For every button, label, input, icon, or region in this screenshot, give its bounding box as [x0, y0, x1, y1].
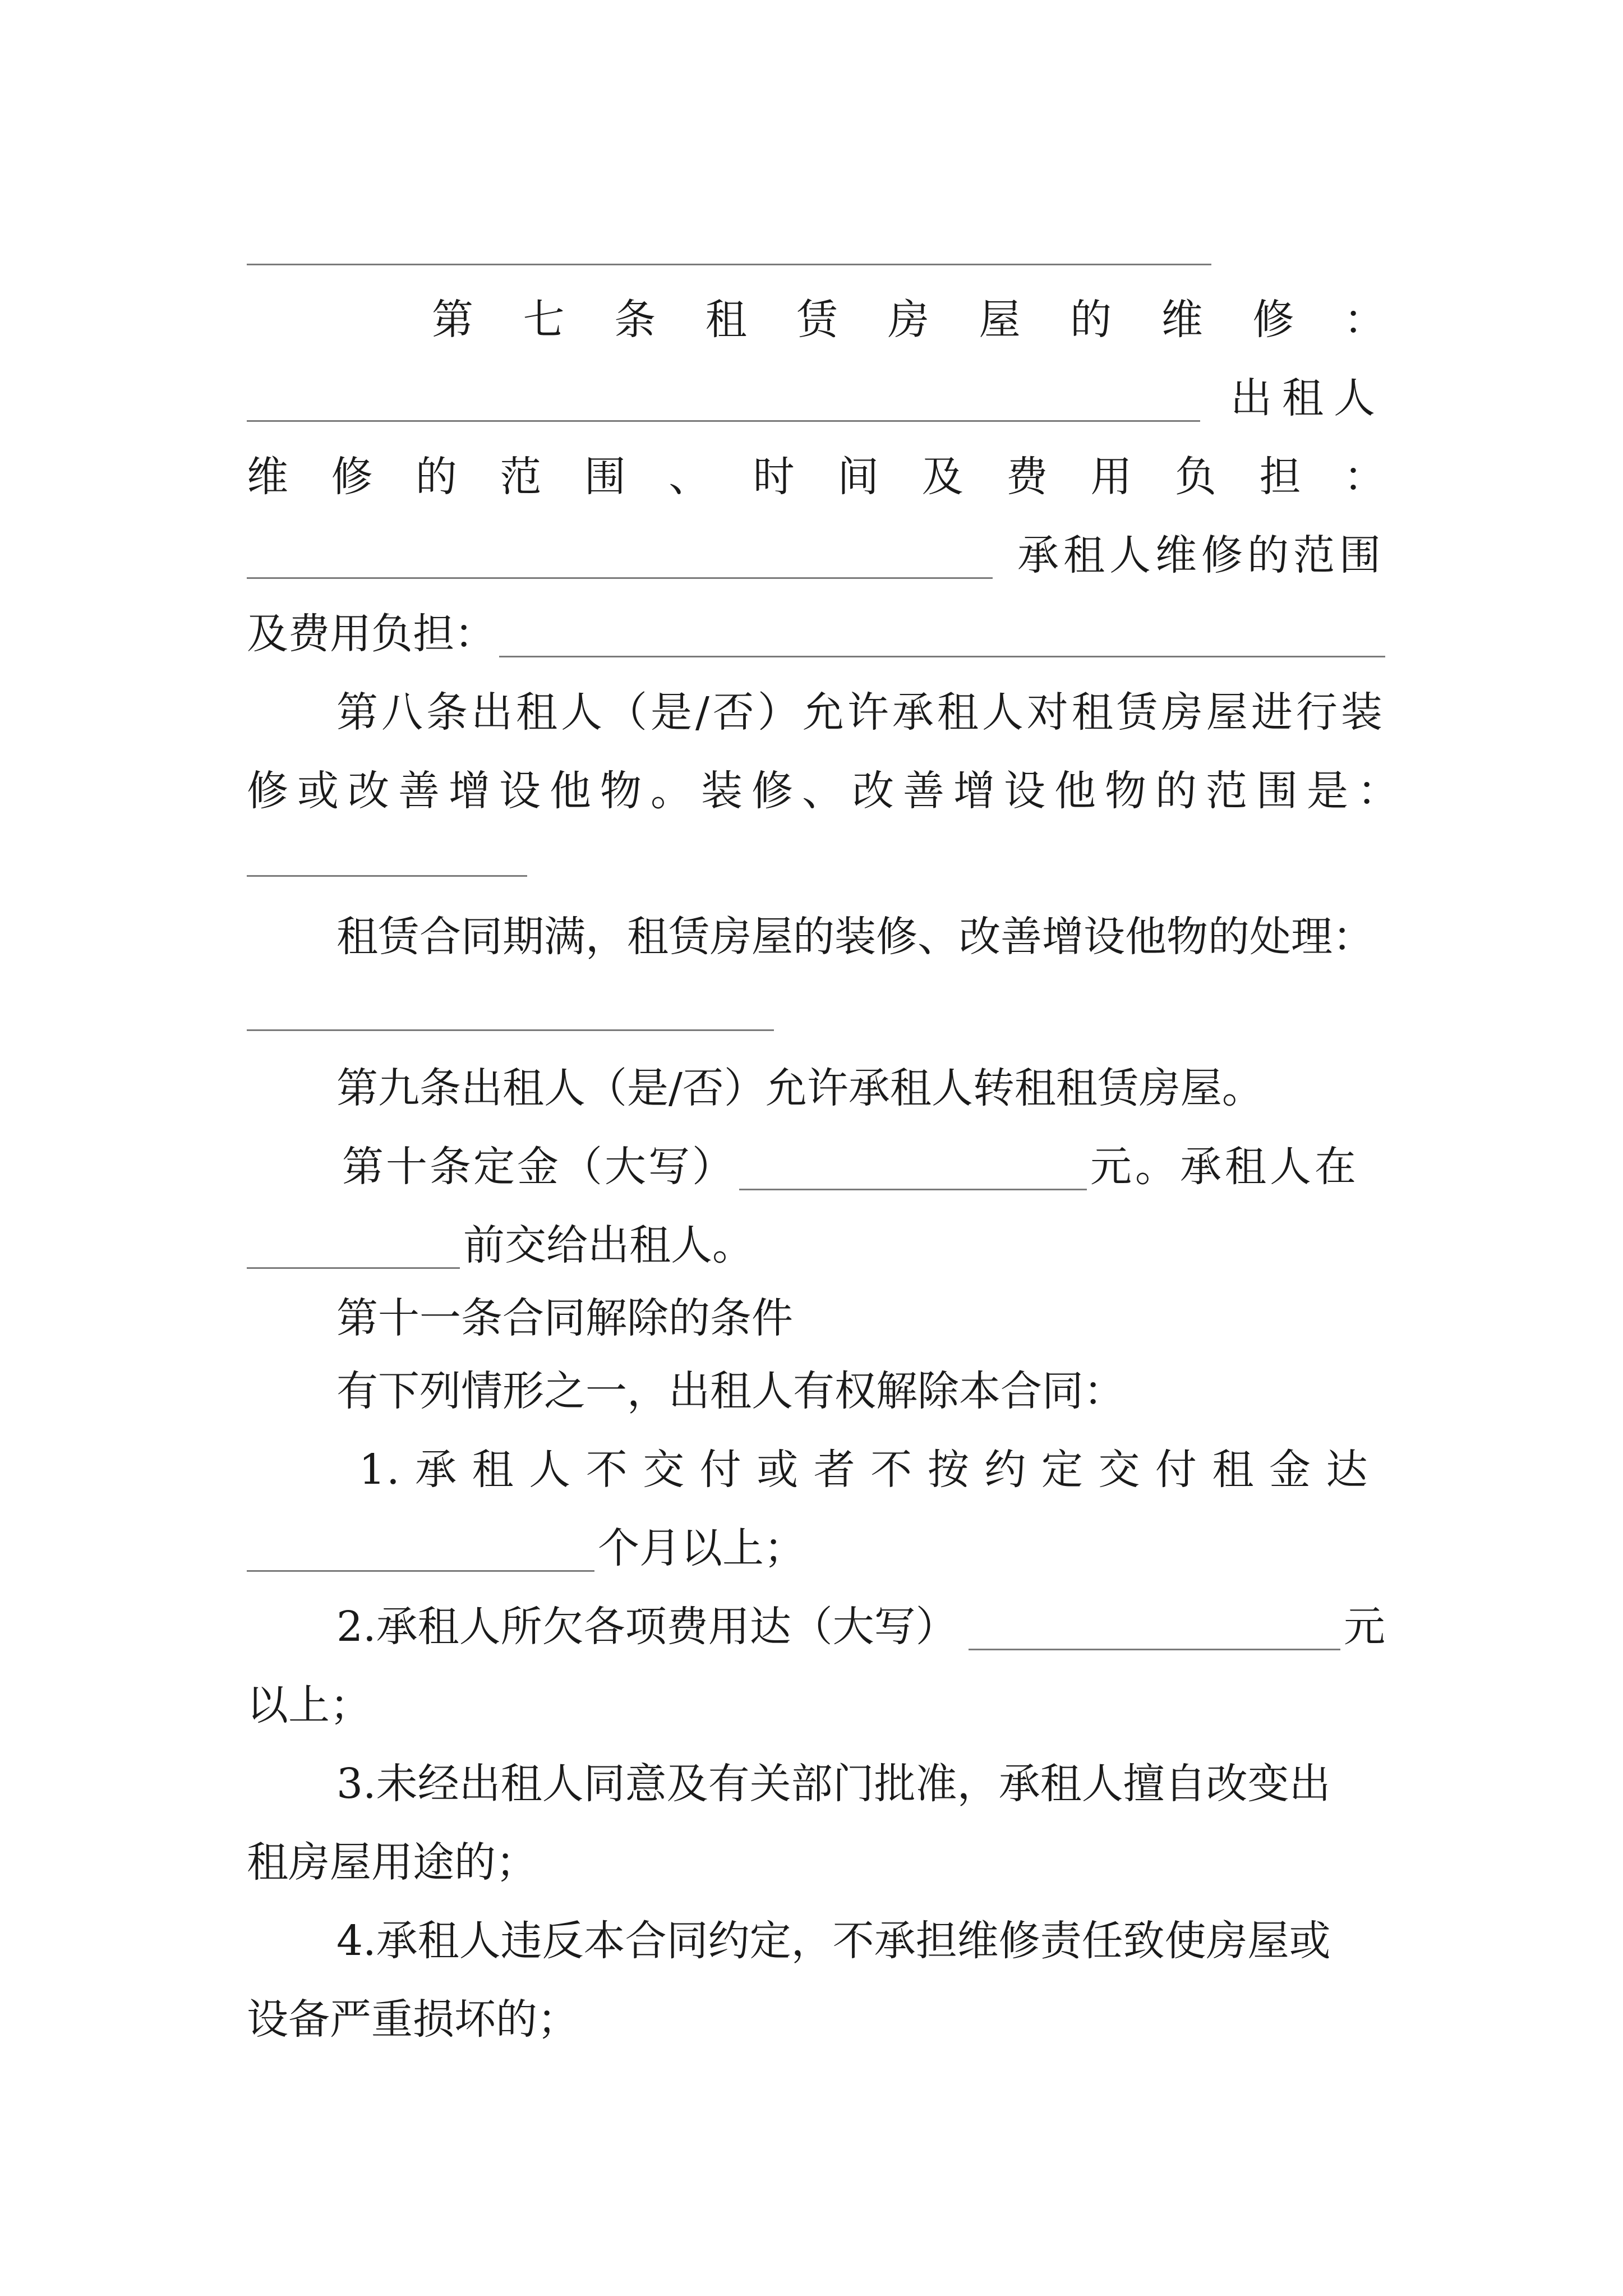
item-3-text: 租房屋用途的； [247, 1838, 537, 1887]
fill-blank-months[interactable] [247, 1529, 594, 1572]
char: 范 [500, 453, 542, 501]
char: 间 [837, 453, 879, 501]
char: ： [1343, 296, 1385, 344]
char: 的 [415, 453, 457, 501]
lessee-scope-label: 承租人维修的范围 [1017, 531, 1385, 579]
fill-blank[interactable] [247, 536, 993, 579]
char: 七 [523, 296, 565, 344]
item-1-line-1 [247, 1436, 1385, 1503]
item-1-line-2 [247, 1515, 1385, 1582]
article-8-text: 第八条出租人（是/否）允许承租人对租赁房屋进行装 [336, 688, 1386, 737]
char: 屋 [979, 296, 1021, 344]
item-3-line-2 [247, 1829, 1385, 1896]
char: 费 [1006, 453, 1048, 501]
article-10-suffix: 元。承租人在 [1090, 1143, 1359, 1191]
item-4-line-2 [247, 1986, 1385, 2053]
fill-blank[interactable] [247, 379, 1200, 422]
char: 时 [753, 453, 795, 501]
item-2-line-1 [247, 1593, 1385, 1660]
fill-blank[interactable] [499, 614, 1385, 657]
article-7-lessee-scope-line [247, 522, 1385, 589]
article-11-intro-line [247, 1358, 1385, 1425]
article-9-line [247, 1055, 1385, 1122]
char: 第 [432, 296, 473, 344]
article-8-line-2 [247, 757, 1408, 825]
item-2-text: 以上； [247, 1681, 371, 1729]
item-3-line-1 [247, 1750, 1385, 1818]
article-10-line-2 [247, 1212, 1385, 1279]
article-10-prefix: 第十条定金（大写） [342, 1143, 736, 1191]
char: 担 [1259, 453, 1301, 501]
item-3-text: 3.未经出租人同意及有关部门批准，承租人擅自改变出 [336, 1760, 1331, 1808]
fill-blank-top[interactable] [247, 264, 1211, 265]
article-7-lessor-line [247, 365, 1385, 432]
article-11-title: 第十一条合同解除的条件 [336, 1294, 793, 1342]
item-4-text: 4.承租人违反本合同约定，不承担维修责任致使房屋或 [336, 1917, 1331, 1965]
char: 维 [1161, 296, 1203, 344]
article-8-expire-line [247, 903, 1385, 970]
article-7-lessor-scope [247, 443, 1385, 510]
char: 修 [1252, 296, 1294, 344]
char: 用 [1090, 453, 1132, 501]
item-1-text: 1. 承 租 人 不 交 付 或 者 不 按 约 定 交 付 租 金 达 [359, 1446, 1369, 1494]
char: 维 [247, 453, 288, 501]
char: 的 [1070, 296, 1112, 344]
article-9-text: 第九条出租人（是/否）允许承租人转租租赁房屋。 [336, 1064, 1264, 1112]
char: 负 [1174, 453, 1216, 501]
fill-blank-fees[interactable] [969, 1607, 1340, 1650]
article-7-heading [247, 286, 1385, 353]
fill-blank-deposit[interactable] [739, 1147, 1087, 1190]
item-2-prefix: 2.承租人所欠各项费用达（大写） [336, 1603, 957, 1651]
fill-blank-art8-scope[interactable] [247, 875, 527, 877]
char: 及 [921, 453, 963, 501]
item-4-line-1 [247, 1907, 1385, 1975]
item-1-text: 个月以上； [598, 1524, 805, 1572]
article-10-line-1 [247, 1133, 1385, 1200]
char: 围 [584, 453, 626, 501]
char: 房 [887, 296, 929, 344]
fill-blank-date[interactable] [247, 1226, 460, 1269]
item-4-text: 设备严重损坏的； [247, 1995, 579, 2044]
article-10-line-2-text: 前交给出租人。 [463, 1221, 754, 1269]
article-8-line-1 [247, 679, 1385, 746]
article-11-intro: 有下列情形之一，出租人有权解除本合同： [336, 1367, 1125, 1415]
article-8-expire-text: 租赁合同期满，租赁房屋的装修、改善增设他物的处理： [336, 913, 1374, 961]
item-2-line-2 [247, 1672, 1385, 1739]
lessor-label: 出租人 [1230, 374, 1385, 422]
char: ： [1343, 453, 1385, 501]
item-2-suffix: 元 [1344, 1603, 1385, 1651]
char: 赁 [796, 296, 838, 344]
char: 、 [668, 453, 711, 501]
char: 条 [614, 296, 656, 344]
article-8-text: 修或改善增设他物。装修、改善增设他物的范围是： [247, 767, 1408, 815]
article-11-title-line [247, 1285, 1385, 1352]
lessee-cost-label: 及费用负担： [247, 610, 496, 658]
fill-blank-art8-expire[interactable] [247, 1029, 774, 1031]
char: 租 [705, 296, 747, 344]
article-7-lessee-cost-line [247, 600, 1385, 668]
char: 修 [331, 453, 373, 501]
